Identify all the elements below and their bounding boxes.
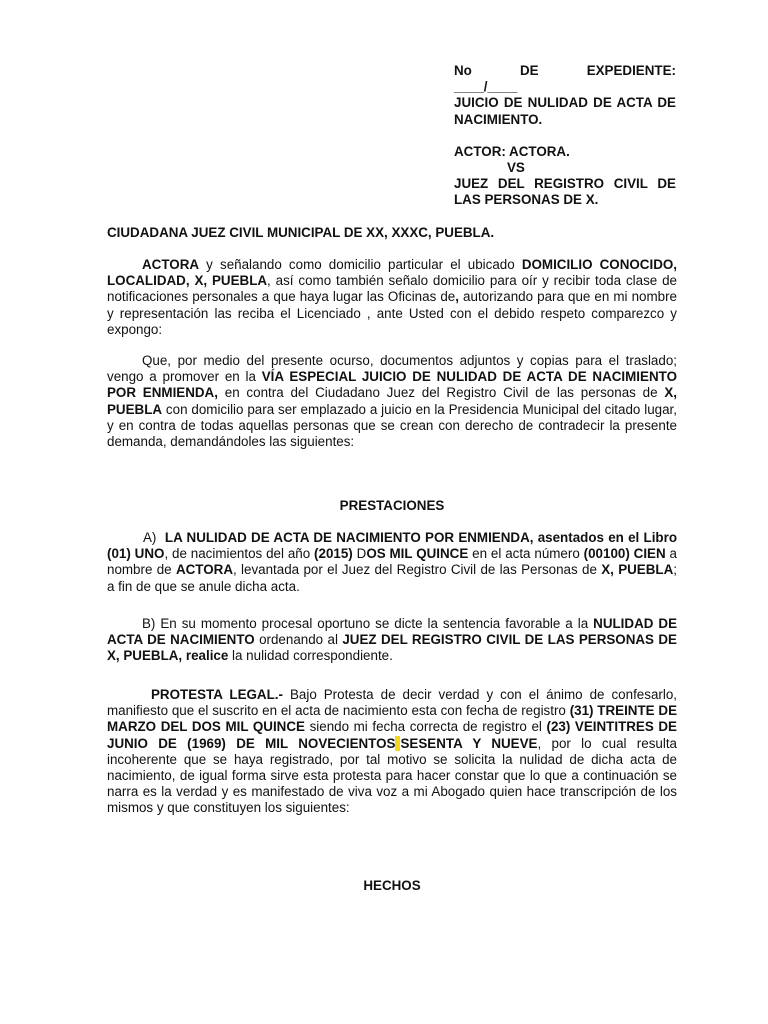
intro-text-1: y señalando como domicilio particular el ubicado	[199, 257, 522, 272]
que-text-1: Que, por medio del presente ocurso, documentos adjuntos y copias para el traslado; vengo a promover en la	[107, 353, 677, 385]
prestacion-a-t6: ; a fin de que se anule dicha acta.	[107, 562, 677, 594]
prestacion-b-t3: la nulidad correspondiente.	[228, 648, 393, 664]
que-lugar: X, PUEBLA	[107, 385, 677, 417]
que-text-2: en contra del Ciudadano Juez del Registro Civil de las personas de	[217, 385, 665, 401]
protesta-title: PROTESTA LEGAL.-	[151, 687, 283, 702]
protesta-b3: (23) VEINTITRES DE JUNIO DE (1969) DE MIL NOVECIENTOS	[107, 719, 677, 751]
prestacion-a-label: A)	[143, 530, 157, 545]
actor-line: ACTOR: ACTORA.	[454, 143, 570, 159]
prestacion-a-b3: OS MIL QUINCE	[366, 546, 469, 562]
expediente-no: No	[454, 63, 472, 78]
protesta-paragraph	[107, 687, 677, 817]
case-header	[454, 63, 676, 209]
prestacion-a-b1: LA NULIDAD DE ACTA DE NACIMIENTO POR ENMIENDA, asentados en el Libro (01) UNO	[107, 530, 677, 562]
domicilio: DOMICILIO CONOCIDO, LOCALIDAD, X, PUEBLA	[107, 257, 677, 289]
prestacion-a-b2: (2015)	[314, 546, 353, 562]
prestaciones-title: PRESTACIONES	[339, 498, 445, 513]
prestacion-b	[107, 616, 677, 665]
expediente-line	[454, 63, 676, 79]
protesta-t1: Bajo Protesta de decir verdad y con el ánimo de confesarlo, manifiesto que el suscrito en el acta de nacimiento esta con fecha de registro	[107, 687, 677, 719]
intro-text-2: , así como también señalo domicilio para oír y recibir toda clase de notificaciones personales a que haya lugar las Oficinas de	[107, 273, 677, 305]
addressee: CIUDADANA JUEZ CIVIL MUNICIPAL DE XX, XXXC, PUEBLA.	[107, 225, 495, 240]
protesta-b2: (31) TREINTE DE MARZO DEL DOS MIL QUINCE	[107, 703, 677, 735]
vs-label: VS	[507, 160, 525, 176]
prestacion-b-t2: ordenando al	[254, 632, 343, 648]
protesta-t3: , por lo cual resulta incoherente que se haya registrado, por tal motivo se solicita la nulidad de dicha acta de nacimiento, de igual forma sirve esta protesta para hacer constar que lo que a continuación se narra es la verdad y es manifestado de viva voz a mi Abogado quien hace transcripción de los mismos y que constituyen los siguientes:	[107, 735, 678, 816]
prestacion-a	[107, 530, 677, 595]
juicio-title: JUICIO DE NULIDAD DE ACTA DE NACIMIENTO.	[454, 95, 676, 127]
prestacion-a-t4: a nombre de	[107, 546, 677, 578]
que-paragraph	[107, 353, 677, 450]
via-especial: VÍA ESPECIAL JUICIO DE NULIDAD DE ACTA DE NACIMIENTO POR ENMIENDA,	[107, 369, 677, 401]
protesta-t2: siendo mi fecha correcta de registro el	[304, 719, 547, 735]
que-text-3: con domicilio para ser emplazado a juicio en la Presidencia Municipal del citado lugar, y en contra de todas aquellas personas que se crean con derecho de contradecir la presente demanda, demandándoles las siguientes:	[107, 401, 677, 450]
intro-text-3: autorizando para que en mi nombre y representación las reciba el Licenciado , ante Usted con el debido respeto comparezco y expongo:	[107, 289, 677, 337]
hechos-title: HECHOS	[363, 878, 421, 893]
expediente-blank: ____/____	[454, 79, 518, 95]
prestacion-a-b4: (00100) CIEN	[583, 546, 666, 562]
prestacion-a-t5: , levantada por el Juez del Registro Civil de las Personas de	[233, 562, 602, 578]
prestacion-b-b1: NULIDAD DE ACTA DE NACIMIENTO	[107, 616, 677, 648]
intro-comma: ,	[455, 289, 459, 305]
expediente-label: EXPEDIENTE:	[586, 63, 676, 78]
expediente-de: DE	[519, 63, 539, 78]
prestacion-a-t1: , de nacimientos del año	[164, 546, 315, 562]
demandado-line: JUEZ DEL REGISTRO CIVIL DE LAS PERSONAS DE X.	[454, 176, 676, 208]
actora-name: ACTORA	[142, 257, 200, 272]
intro-paragraph	[107, 257, 677, 338]
prestacion-b-b2: JUEZ DEL REGISTRO CIVIL DE LAS PERSONAS DE X, PUEBLA, realice	[107, 632, 677, 664]
prestacion-a-t2: D	[352, 546, 367, 562]
prestacion-a-b5: ACTORA	[175, 562, 233, 578]
protesta-b4: SESENTA Y NUEVE	[400, 735, 538, 751]
prestacion-a-b6: X, PUEBLA	[601, 562, 674, 578]
prestacion-b-t1: B) En su momento procesal oportuno se dicte la sentencia favorable a la	[142, 616, 594, 631]
prestacion-a-t3: en el acta número	[468, 546, 584, 562]
